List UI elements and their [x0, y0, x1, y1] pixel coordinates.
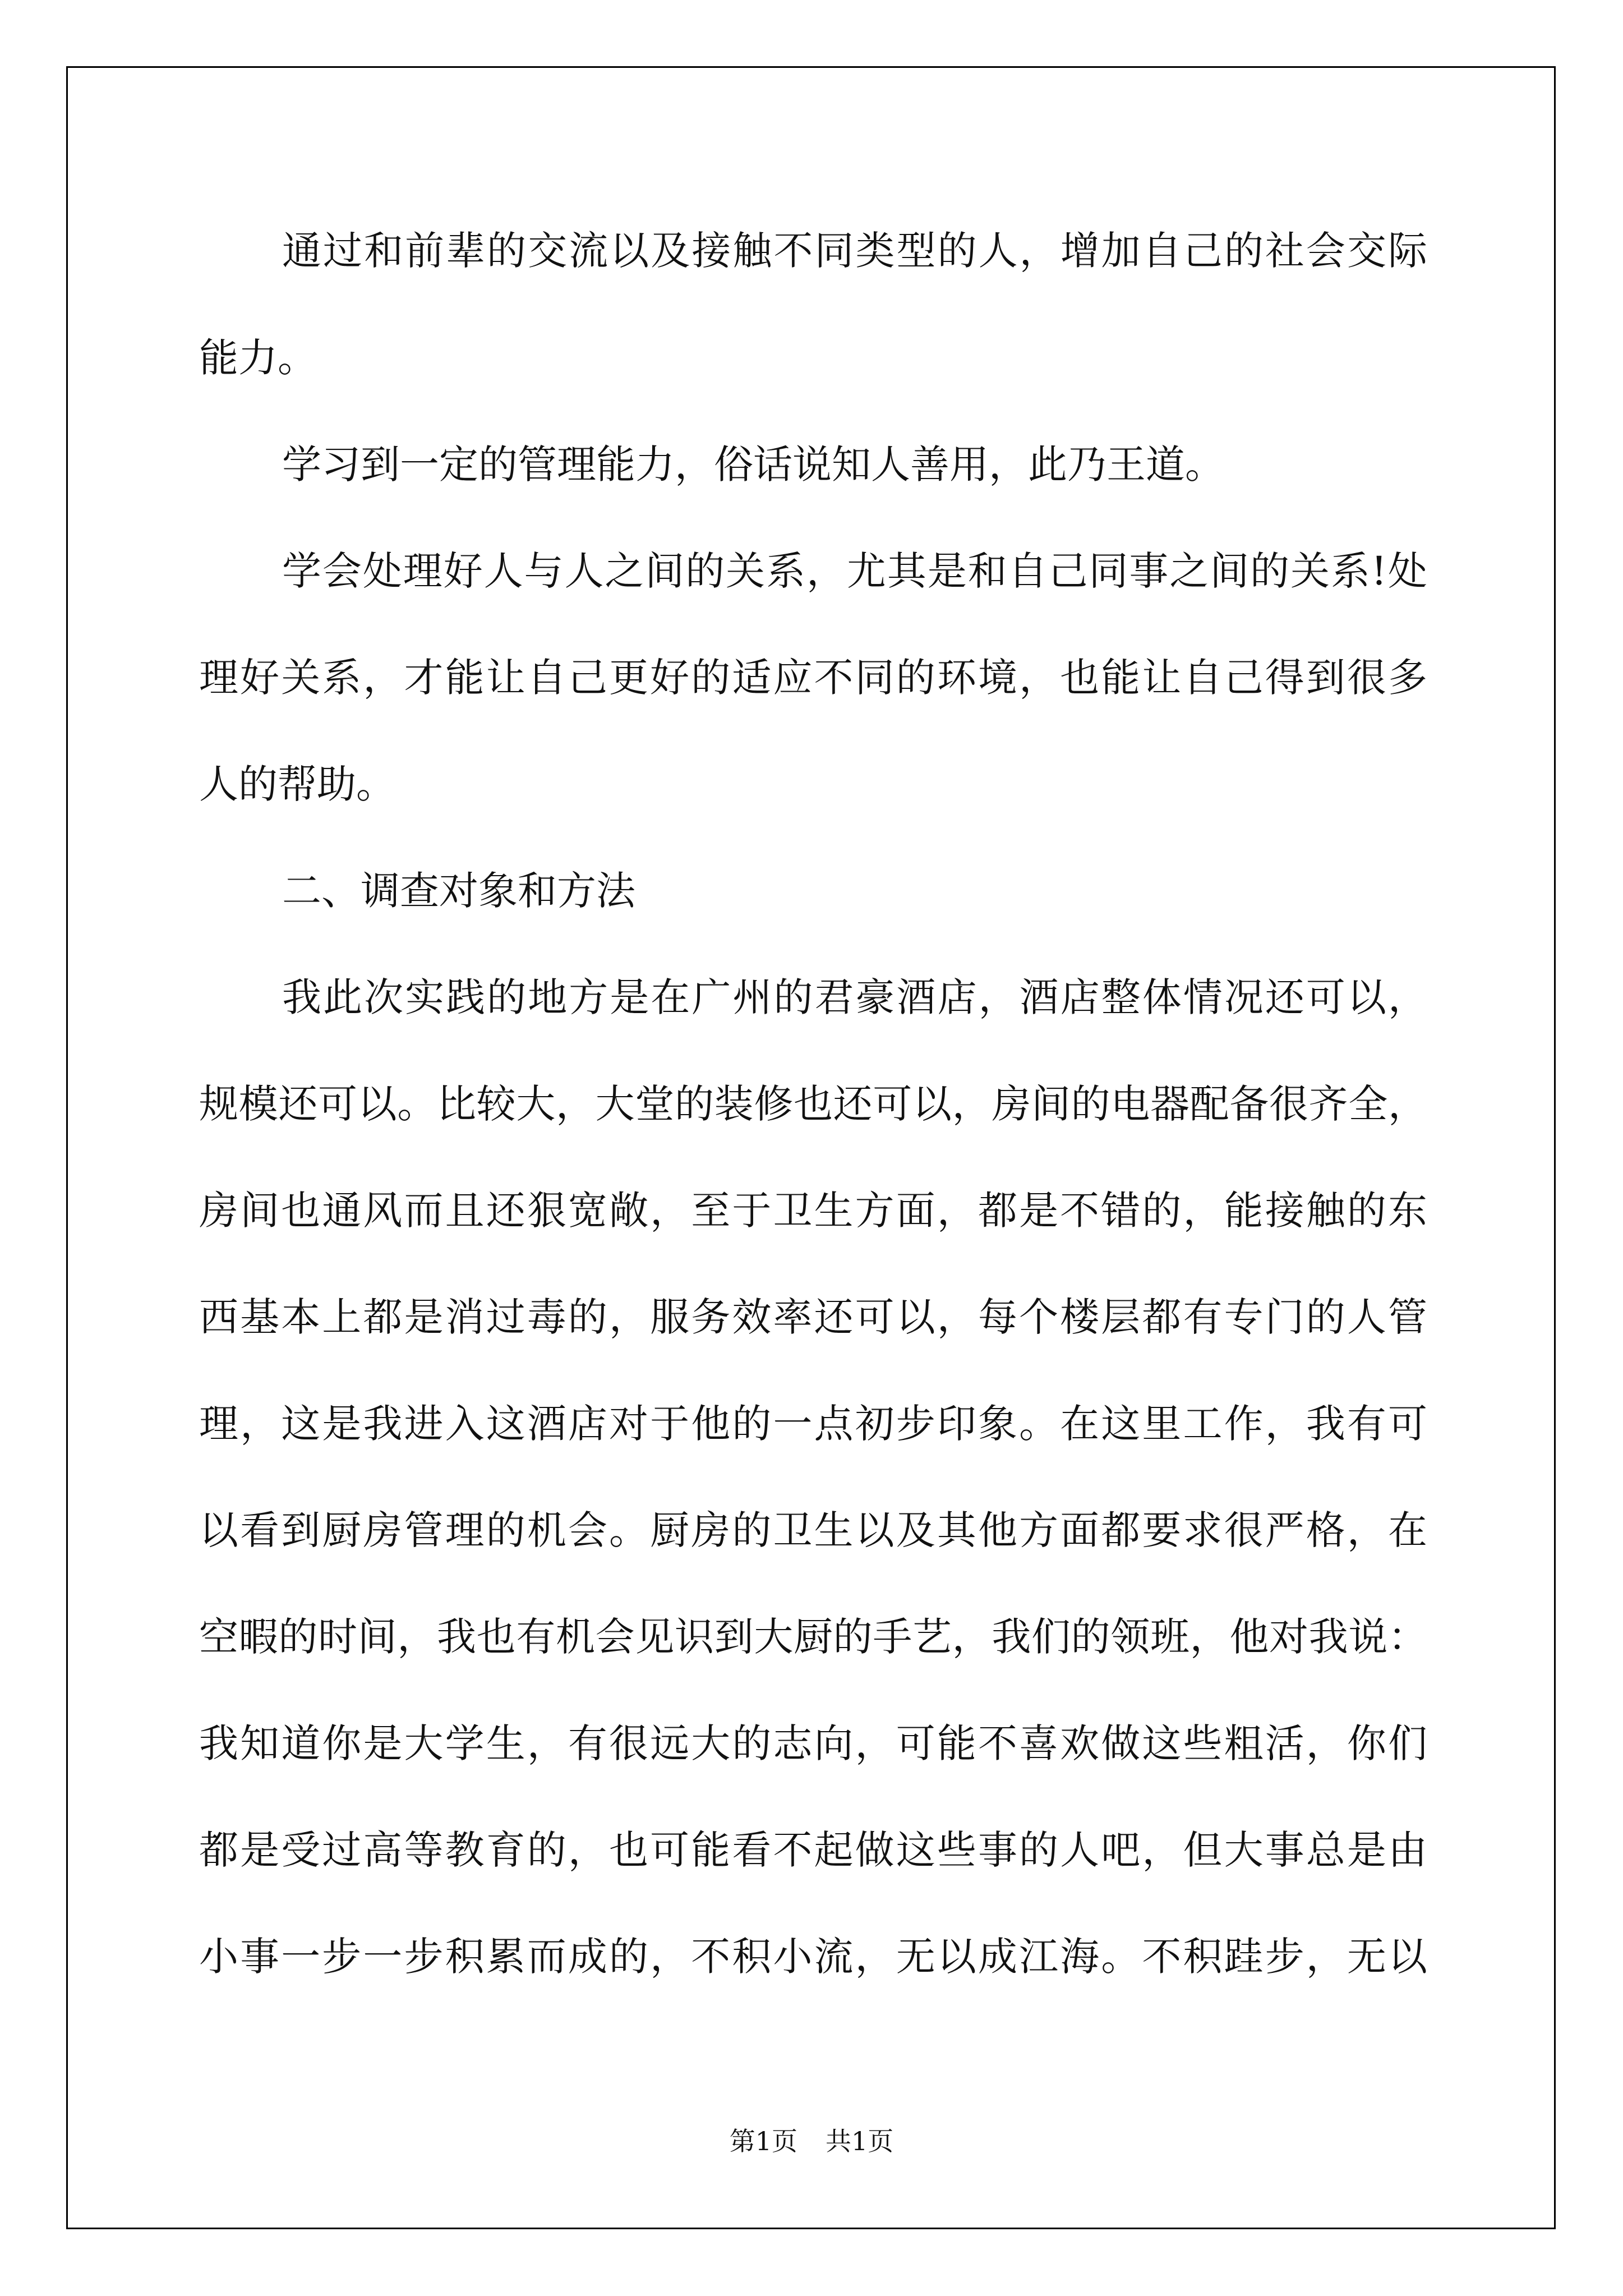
paragraph-line: 以看到厨房管理的机会。厨房的卫生以及其他方面都要求很严格，在 [199, 1507, 1427, 1553]
paragraph-line: 理好关系，才能让自己更好的适应不同的环境，也能让自己得到很多 [199, 655, 1427, 701]
paragraph-line: 学会处理好人与人之间的关系，尤其是和自己同事之间的关系!处 [282, 548, 1427, 594]
page-number: 第1页 [729, 2126, 797, 2156]
paragraph-line: 房间也通风而且还狠宽敞，至于卫生方面，都是不错的，能接触的东 [199, 1188, 1427, 1234]
paragraph-line: 规模还可以。比较大，大堂的装修也还可以，房间的电器配备很齐全， [199, 1081, 1427, 1127]
paragraph-line: 通过和前辈的交流以及接触不同类型的人，增加自己的社会交际 [282, 228, 1427, 274]
paragraph-line: 能力。 [199, 335, 317, 381]
paragraph-line: 我知道你是大学生，有很远大的志向，可能不喜欢做这些粗活，你们 [199, 1720, 1427, 1766]
page-total: 共1页 [826, 2126, 894, 2156]
section-heading: 二、调查对象和方法 [282, 868, 635, 914]
paragraph-line: 小事一步一步积累而成的，不积小流，无以成江海。不积跬步，无以 [199, 1934, 1427, 1980]
paragraph-line: 空暇的时间，我也有机会见识到大厨的手艺，我们的领班，他对我说： [199, 1614, 1427, 1660]
paragraph-line: 我此次实践的地方是在广州的君豪酒店，酒店整体情况还可以， [282, 974, 1427, 1020]
paragraph-line: 理，这是我进入这酒店对于他的一点初步印象。在这里工作，我有可 [199, 1401, 1427, 1447]
page-border [66, 66, 1556, 2229]
page-footer [0, 2128, 1623, 2154]
paragraph-line: 西基本上都是消过毒的，服务效率还可以，每个楼层都有专门的人管 [199, 1294, 1427, 1340]
paragraph-line: 都是受过高等教育的，也可能看不起做这些事的人吧，但大事总是由 [199, 1827, 1427, 1873]
paragraph-line: 学习到一定的管理能力，俗话说知人善用，此乃王道。 [282, 441, 1224, 487]
paragraph-line: 人的帮助。 [199, 761, 395, 807]
